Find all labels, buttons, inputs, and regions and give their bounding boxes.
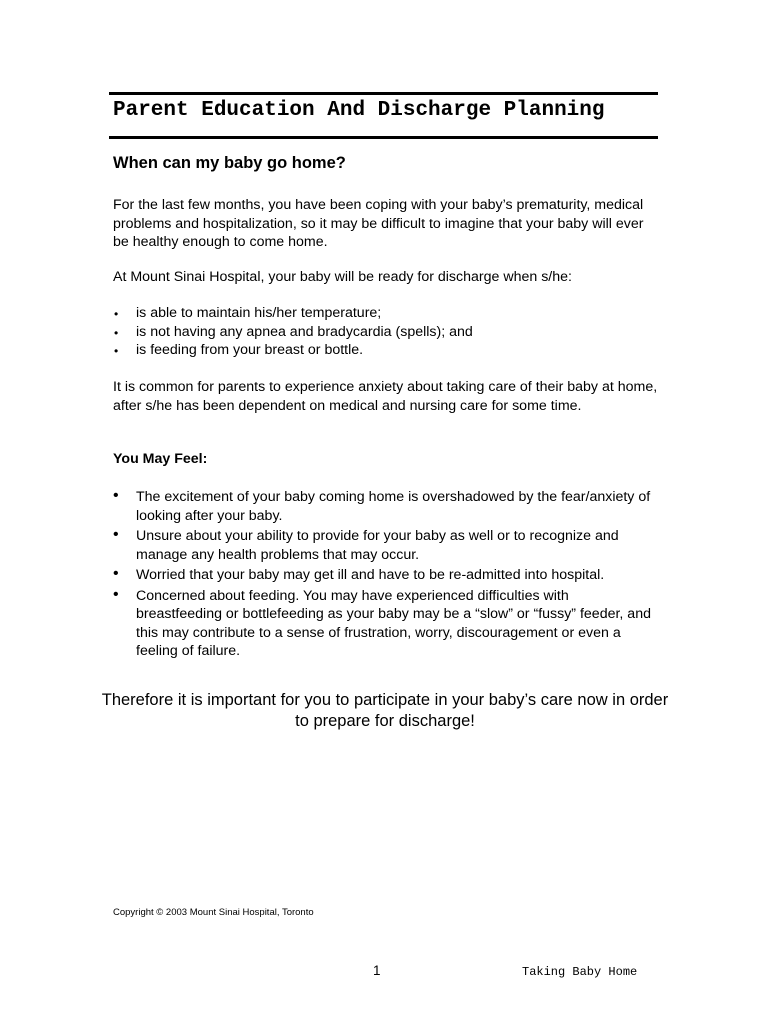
bullet-icon: • — [114, 307, 119, 321]
list-item-text: is able to maintain his/her temperature; — [136, 305, 382, 321]
document-title: Parent Education And Discharge Planning — [113, 99, 605, 122]
list-item-text: Concerned about feeding. You may have experienced difficulties with breastfeeding or bottlefeeding as your baby may be a “slow” or “fussy” feeder, and this may contribute to a sense of frustration, worry, discouragement or even a feeling of failure. — [136, 587, 651, 659]
section-heading: When can my baby go home? — [113, 154, 346, 172]
list-item-text: is not having any apnea and bradycardia (spells); and — [136, 323, 473, 340]
feelings-heading: You May Feel: — [113, 451, 208, 467]
bullet-icon: • — [114, 344, 119, 358]
list-item — [113, 527, 658, 564]
feelings-list — [113, 488, 658, 663]
running-footer-title: Taking Baby Home — [522, 965, 638, 979]
discharge-intro: At Mount Sinai Hospital, your baby will be ready for discharge when s/he: — [113, 269, 572, 285]
page-number: 1 — [373, 963, 381, 978]
anxiety-paragraph: It is common for parents to experience anxiety about taking care of their baby at home, after s/he has been dependent on medical and nursing care for some time. — [113, 379, 658, 414]
intro-paragraph: For the last few months, you have been coping with your baby’s prematurity, medical problems and hospitalization, so it may be difficult to imagine that your baby will ever be healthy enough to come home. — [113, 197, 644, 250]
list-item — [113, 488, 658, 525]
title-top-rule — [109, 92, 658, 95]
bullet-icon: • — [113, 526, 119, 543]
copyright-notice: Copyright © 2003 Mount Sinai Hospital, Toronto — [113, 907, 314, 918]
list-item — [113, 323, 658, 342]
list-item — [113, 304, 658, 323]
list-item-text: The excitement of your baby coming home is overshadowed by the fear/anxiety of looking after your baby. — [136, 489, 651, 524]
bullet-icon: • — [113, 565, 119, 582]
list-item-text: Unsure about your ability to provide for your baby as well or to recognize and manage any health problems that may occur. — [136, 528, 619, 563]
discharge-criteria-list — [113, 304, 658, 360]
list-item — [113, 566, 658, 585]
list-item — [113, 587, 658, 661]
title-bottom-rule — [109, 136, 658, 139]
list-item-text: is feeding from your breast or bottle. — [136, 342, 364, 358]
bullet-icon: • — [114, 325, 119, 340]
bullet-icon: • — [113, 585, 119, 603]
list-item-text: Worried that your baby may get ill and have to be re-admitted into hospital. — [136, 567, 605, 583]
list-item — [113, 341, 658, 360]
bullet-icon: • — [113, 487, 119, 504]
conclusion-statement: Therefore it is important for you to participate in your baby’s care now in order to prepare for discharge! — [101, 691, 669, 730]
